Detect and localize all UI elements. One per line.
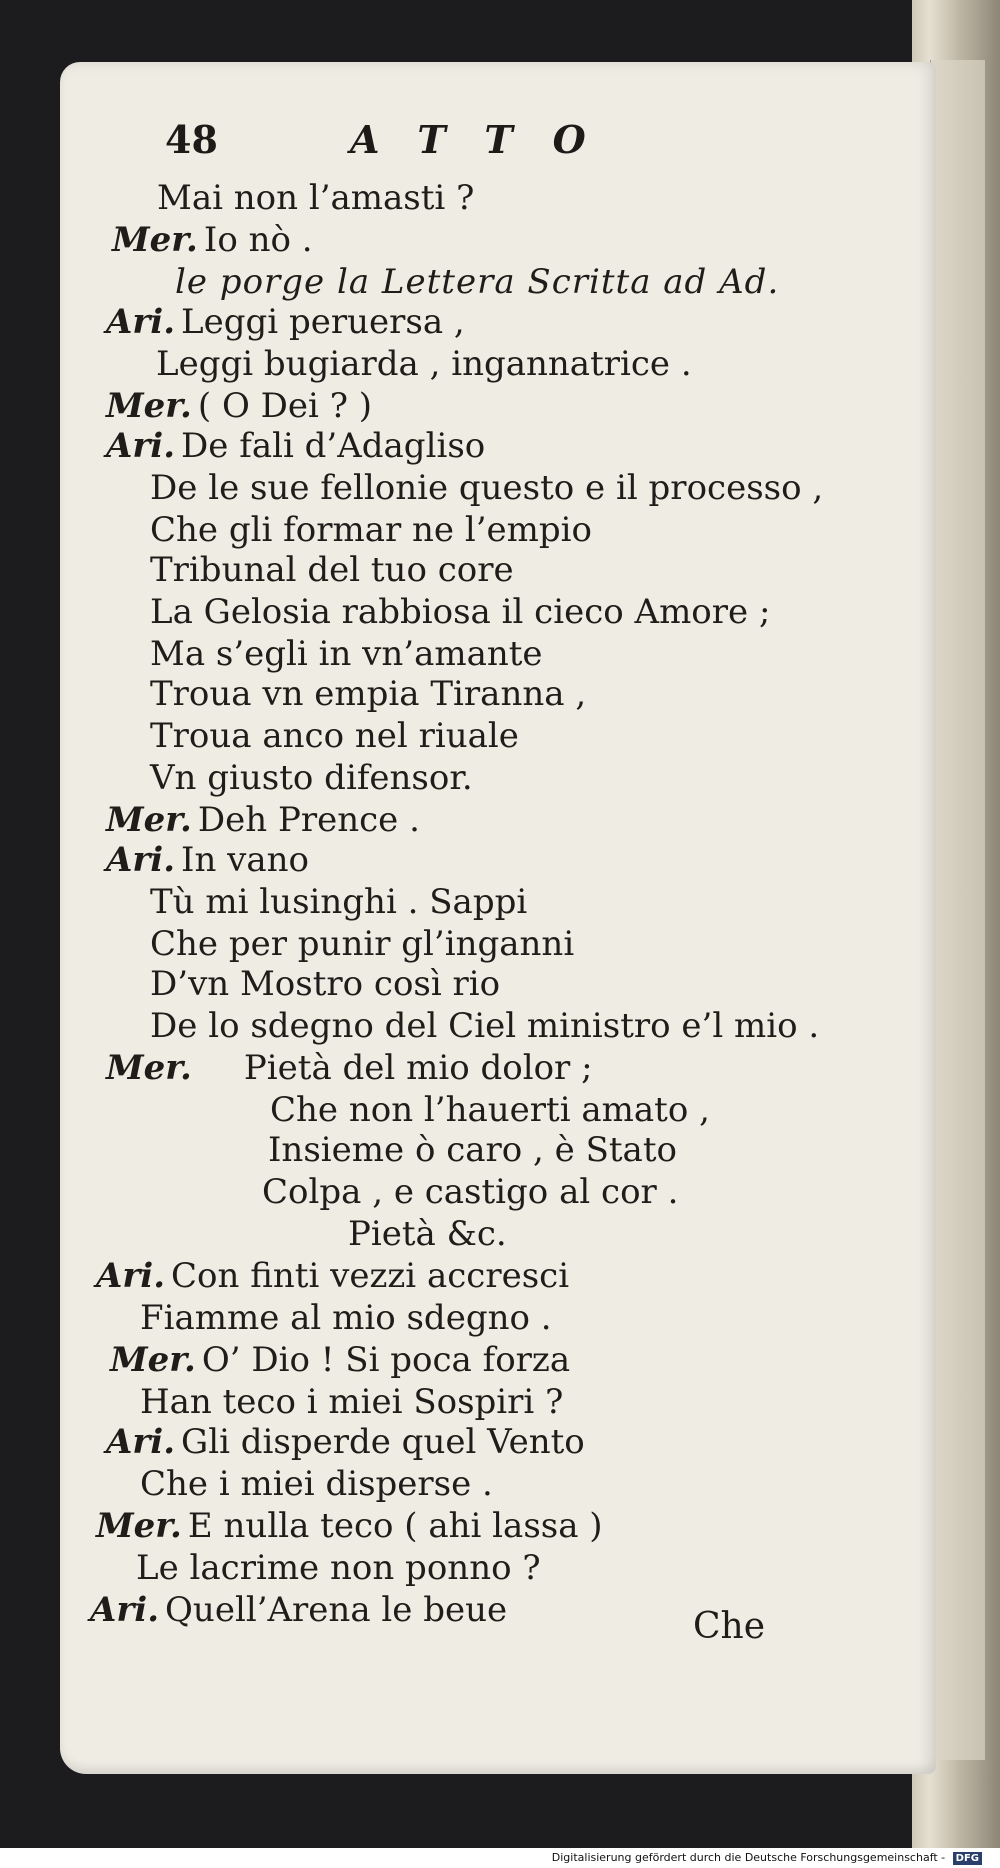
stage-direction: le porge la Lettera Scritta ad Ad. [175,262,780,302]
speaker-name: Mer. [106,800,192,840]
line-text: Deh Prence . [197,800,420,840]
line-text: De le sue fellonie questo e il processo , [150,468,824,508]
verse-line [150,1006,819,1046]
line-text: Tù mi lusinghi . Sappi [150,882,528,922]
speaker-line [96,1256,569,1296]
verse-line [150,924,574,964]
verse-line [270,1090,710,1130]
verse-line [150,592,770,632]
line-text: Le lacrime non ponno ? [136,1548,541,1588]
line-text: Tribunal del tuo core [150,550,514,590]
verse-line [156,344,692,384]
speaker-name: Ari. [106,1422,176,1462]
line-text: Mai non l’amasti ? [157,178,475,218]
speaker-name: Ari. [96,1256,166,1296]
speaker-line [106,840,309,880]
line-text: Troua vn empia Tiranna , [150,674,587,714]
line-text: Insieme ò caro , è Stato [268,1130,677,1170]
verse-line [262,1172,678,1212]
verse-line [140,1464,493,1504]
speaker-line [106,1048,593,1088]
speaker-line [90,1590,507,1630]
speaker-name: Ari. [106,302,176,342]
verse-line [150,550,514,590]
speaker-name: Ari. [106,426,176,466]
verse-line [140,1382,563,1422]
line-text: Leggi peruersa , [181,302,465,342]
page-number: 48 [165,117,218,162]
speaker-line [96,1506,603,1546]
verse-line [175,262,779,302]
line-text: Pietà del mio dolor ; [243,1048,593,1088]
speaker-line [106,386,372,426]
verse-line [150,716,519,756]
speaker-line [106,800,420,840]
line-text: Leggi bugiarda , ingannatrice . [156,344,692,384]
speaker-name: Mer. [96,1506,182,1546]
line-text: Quell’Arena le beue [165,1590,508,1630]
catchword: Che [693,1606,766,1647]
speaker-name: Ari. [106,840,176,880]
speaker-name: Mer. [106,386,192,426]
speaker-name: Ari. [90,1590,160,1630]
dfg-logo: DFG [953,1852,982,1865]
line-text: Colpa , e castigo al cor . [262,1172,679,1212]
verse-line [150,510,592,550]
verse-line [150,634,543,674]
verse-line [140,1298,552,1338]
line-text: Che per punir gl’inganni [150,924,575,964]
line-text: De fali d’Adagliso [181,426,486,466]
line-text: Ma s’egli in vn’amante [150,634,543,674]
line-text: Io nò . [203,220,313,260]
speaker-name: Mer. [112,220,198,260]
line-text: In vano [181,840,310,880]
line-text: D’vn Mostro così rio [150,964,501,1004]
verse-line [348,1214,507,1254]
line-text: ( O Dei ? ) [197,386,373,426]
line-text: Pietà &c. [348,1214,507,1254]
verse-line [150,468,823,508]
speaker-line [110,1340,570,1380]
verse-line [150,674,586,714]
verse-line [150,758,473,798]
verse-line [268,1130,677,1170]
line-text: Che non l’hauerti amato , [270,1090,710,1130]
verse-line [150,964,500,1004]
line-text: Vn giusto difensor. [150,758,473,798]
verse-line [150,882,527,922]
verse-line [136,1548,541,1588]
speaker-name: Mer. [110,1340,196,1380]
footer-text: Digitalisierung gefördert durch die Deutsche Forschungsgemeinschaft - [551,1851,946,1864]
line-text: Gli disperde quel Vento [181,1422,585,1462]
speaker-name: Mer. [106,1048,192,1088]
line-text: Troua anco nel riuale [150,716,519,756]
line-text: Fiamme al mio sdegno . [140,1298,552,1338]
speaker-line [112,220,313,260]
speaker-line [106,1422,585,1462]
line-text: Che i miei disperse . [140,1464,493,1504]
line-text: E nulla teco ( ahi lassa ) [187,1506,603,1546]
line-text: Con finti vezzi accresci [171,1256,570,1296]
speaker-line [106,302,465,342]
digitization-footer [0,1848,1000,1868]
line-text: Han teco i miei Sospiri ? [140,1382,564,1422]
verse-line [157,178,474,218]
opposite-page-edge [930,60,985,1760]
line-text: De lo sdegno del Ciel ministro e’l mio . [150,1006,820,1046]
line-text: La Gelosia rabbiosa il cieco Amore ; [150,592,771,632]
speaker-line [106,426,485,466]
running-title: ATTO [350,117,626,162]
line-text: Che gli formar ne l’empio [150,510,593,550]
line-text: O’ Dio ! Si poca forza [201,1340,571,1380]
